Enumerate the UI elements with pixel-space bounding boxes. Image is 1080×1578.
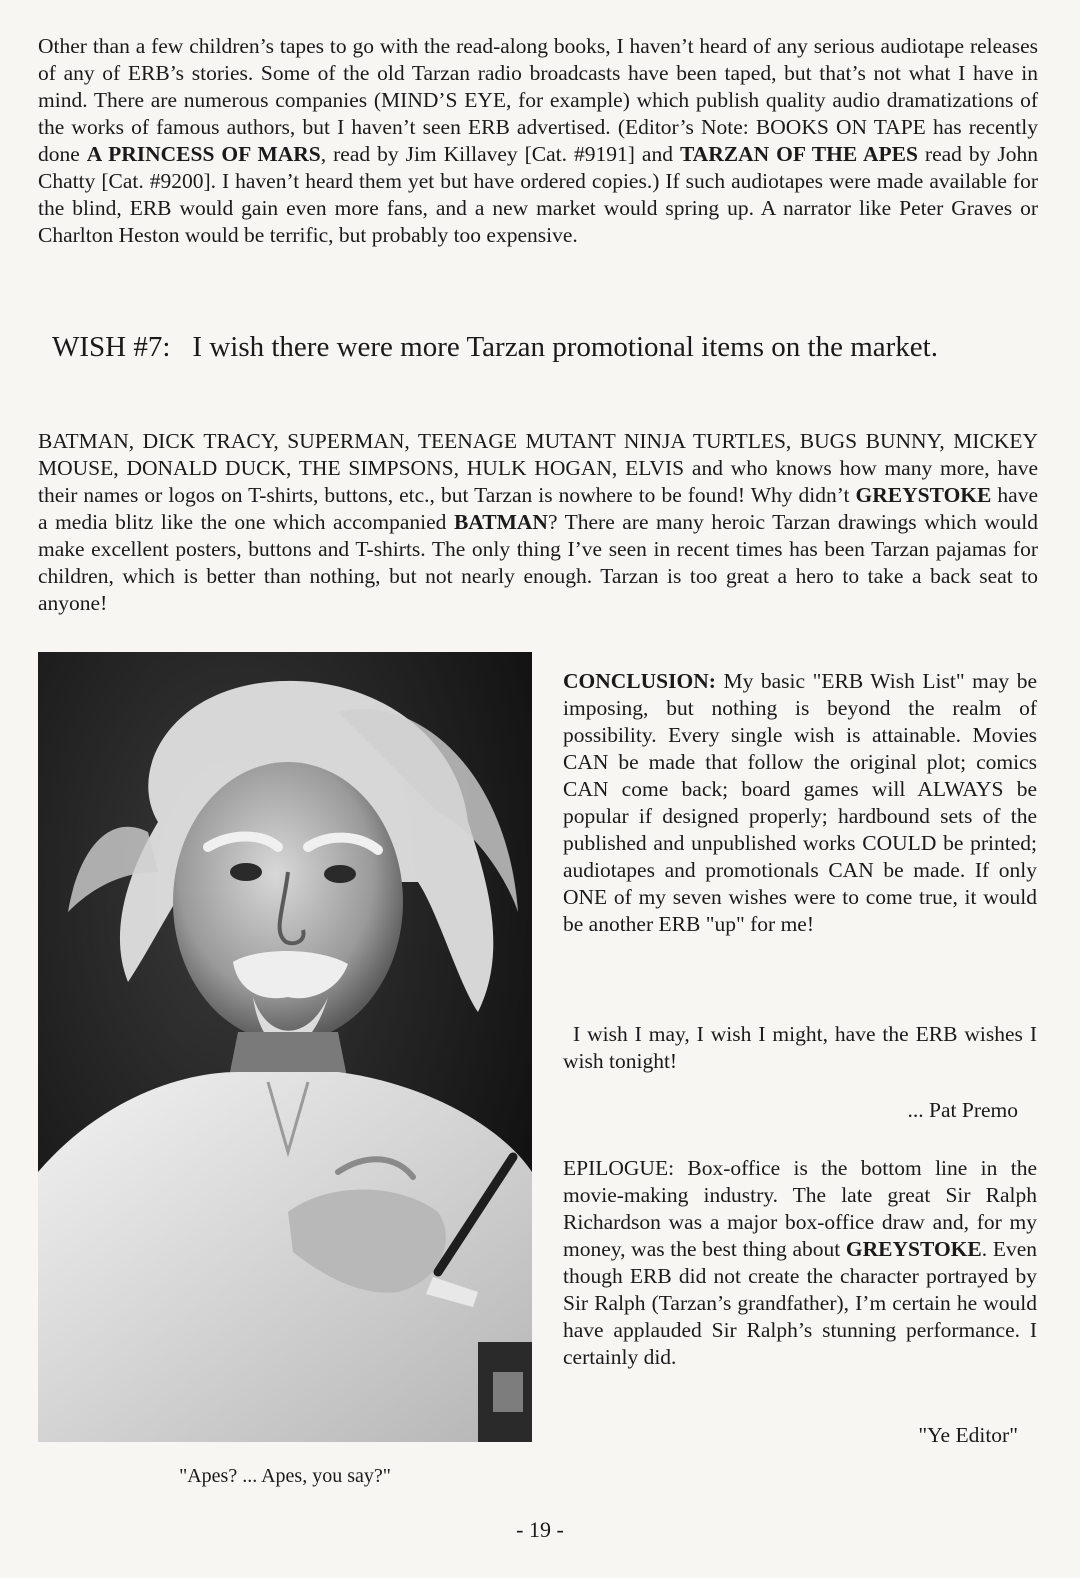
- book-title: TARZAN OF THE APES: [679, 142, 918, 166]
- conclusion-label: CONCLUSION:: [563, 669, 716, 693]
- text-run: , read by Jim Killavey [Cat. #9191] and: [320, 142, 680, 166]
- text-run: ? There are many heroic Tarzan drawings which would make excellent posters, buttons and T-shirts. The only thing I’ve seen in recent times has been Tarzan pajamas for children, which is better than nothing, but not nearly enough. Tarzan is too great a hero to take a back seat to anyone!: [38, 510, 1039, 615]
- ralph-richardson-photo: [38, 652, 532, 1442]
- wish-label: WISH #7:: [52, 331, 171, 363]
- movie-title: GREYSTOKE: [855, 483, 992, 507]
- promotional-items-paragraph: [38, 428, 1038, 617]
- author-signature: ... Pat Premo: [907, 1098, 1018, 1122]
- text-run: have a media blitz like the one which accompanied: [38, 483, 1038, 534]
- movie-title: BATMAN: [453, 510, 548, 534]
- movie-title: GREYSTOKE: [845, 1237, 982, 1261]
- conclusion-paragraph: [563, 668, 1037, 938]
- audiotape-paragraph: [38, 33, 1038, 249]
- book-title: A PRINCESS OF MARS: [86, 142, 321, 166]
- text-run: . Even though ERB did not create the character portrayed by Sir Ralph (Tarzan’s grandfather), I’m certain he would have applauded Sir Ralph’s stunning performance. I certainly did.: [563, 1237, 1037, 1369]
- portrait-illustration: [38, 652, 532, 1442]
- text-run: BATMAN, DICK TRACY, SUPERMAN, TEENAGE MUTANT NINJA TURTLES, BUGS BUNNY, MICKEY MOUSE, DONALD DUCK, THE SIMPSONS, HULK HOGAN, ELVIS and who knows how many more, have their names or logos on T-shirts, buttons, etc., but Tarzan is nowhere to be found! Why didn’t: [38, 429, 1038, 507]
- page-number: - 19 -: [516, 1517, 564, 1542]
- text-run: Other than a few children’s tapes to go with the read-along books, I haven’t heard of any serious audiotape releases of any of ERB’s stories. Some of the old Tarzan radio broadcasts have been taped, but that’s not what I have in mind. There are numerous companies (MIND’S EYE, for example) which publish quality audio dramatizations of the works of famous authors, but I haven’t seen ERB advertised. (Editor’s Note: BOOKS ON TAPE has recently done: [38, 34, 1038, 166]
- text-run: My basic "ERB Wish List" may be imposing, but nothing is beyond the realm of possibility. Every single wish is attainable. Movies CAN be made that follow the original plot; comics CAN come back; board games will ALWAYS be popular if designed properly; hardbound sets of the published and unpublished works COULD be printed; audiotapes and promotionals CAN be made. If only ONE of my seven wishes were to come true, it would be another ERB "up" for me!: [563, 669, 1037, 936]
- wish-7-heading: [52, 330, 1037, 365]
- text-run: EPILOGUE: Box-office is the bottom line in the movie-making industry. The late great Sir Ralph Richardson was a major box-office draw and, for my money, was the best thing about: [563, 1156, 1037, 1261]
- editor-signature: "Ye Editor": [918, 1423, 1018, 1447]
- wish-rhyme: I wish I may, I wish I might, have the ERB wishes I wish tonight!: [563, 1022, 1037, 1073]
- wish-text: I wish there were more Tarzan promotional items on the market.: [192, 331, 938, 363]
- text-run: read by John Chatty [Cat. #9200]. I haven’t heard them yet but have ordered copies.) If such audiotapes were made available for the blind, ERB would gain even more fans, and a new market would spring up. A narrator like Peter Graves or Charlton Heston would be terrific, but probably too expensive.: [38, 142, 1038, 247]
- epilogue-paragraph: [563, 1155, 1037, 1371]
- photo-caption: "Apes? ... Apes, you say?": [179, 1465, 391, 1487]
